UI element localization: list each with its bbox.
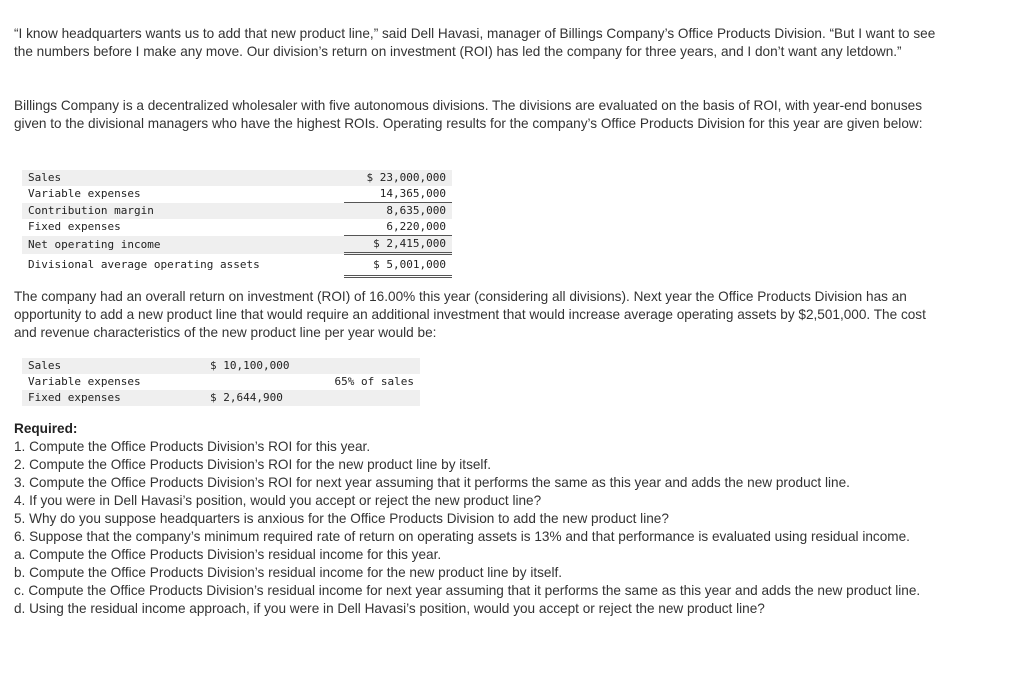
table-row <box>22 390 420 406</box>
opportunity-paragraph: The company had an overall return on investment (ROI) of 16.00% this year (considering all divisions). Next year the Office Products Division has an opportunity to add a new product line that would require an additional investment that would increase average operating assets by $2,501,000. The cost and revenue characteristics of the new product line per year would be: <box>14 289 926 340</box>
table-row <box>22 186 452 203</box>
row-value: 8,635,000 <box>344 203 452 220</box>
required-item: 3. Compute the Office Products Division’s ROI for next year assuming that it performs the same as this year and adds the new product line. <box>14 475 850 490</box>
row-label: Sales <box>22 358 204 374</box>
row-label: Fixed expenses <box>22 390 204 406</box>
row-label: Variable expenses <box>28 375 141 388</box>
row-label: Divisional average operating assets <box>28 258 260 271</box>
background-paragraph: Billings Company is a decentralized wholesaler with five autonomous divisions. The divisions are evaluated on the basis of ROI, with year-end bonuses given to the divisional managers who have the highest ROIs. Operating results for the company’s Office Products Division for this year are given below: <box>14 98 923 131</box>
table-row <box>22 236 452 254</box>
row-label: Contribution margin <box>22 203 344 220</box>
table-row <box>22 219 452 236</box>
operating-results-table <box>22 170 452 278</box>
table-row <box>22 254 452 277</box>
required-item: 4. If you were in Dell Havasi’s position, would you accept or reject the new product line? <box>14 493 542 508</box>
required-item: d. Using the residual income approach, if you were in Dell Havasi’s position, would you accept or reject the new product line? <box>14 601 765 616</box>
row-note <box>308 358 420 374</box>
required-item: a. Compute the Office Products Division’s residual income for this year. <box>14 547 442 562</box>
required-item: b. Compute the Office Products Division’s residual income for the new product line by itself. <box>14 565 563 580</box>
required-section <box>14 420 944 618</box>
intro-paragraph: “I know headquarters wants us to add that new product line,” said Dell Havasi, manager of Billings Company’s Office Products Division. “But I want to see the numbers before I make any move. Our division’s return on investment (ROI) has led the company for three years, and I don’t want any letdown.” <box>14 26 936 59</box>
required-item: 2. Compute the Office Products Division’s ROI for the new product line by itself. <box>14 457 492 472</box>
required-item: 1. Compute the Office Products Division’s ROI for this year. <box>14 439 371 454</box>
row-value: $ 5,001,000 <box>344 254 452 277</box>
row-label: Sales <box>22 170 344 186</box>
new-product-line-table <box>22 358 420 406</box>
table-row <box>22 203 452 220</box>
row-value: 14,365,000 <box>344 186 452 203</box>
row-label: Fixed expenses <box>28 220 121 234</box>
row-value: $ 2,644,900 <box>204 390 308 406</box>
row-value: $ 10,100,000 <box>204 358 308 374</box>
row-note: 65% of sales <box>334 375 414 388</box>
table-row <box>22 358 420 374</box>
table-row <box>22 170 452 186</box>
required-item: 5. Why do you suppose headquarters is anxious for the Office Products Division to add the new product line? <box>14 511 669 526</box>
required-item: c. Compute the Office Products Division’s residual income for next year assuming that it performs the same as this year and adds the new product line. <box>14 583 921 598</box>
row-label: Net operating income <box>22 236 344 254</box>
row-value: $ 23,000,000 <box>344 170 452 186</box>
row-value <box>204 374 308 390</box>
row-value: $ 2,415,000 <box>344 236 452 254</box>
table-row <box>22 374 420 390</box>
row-value: 6,220,000 <box>344 219 452 236</box>
row-note <box>308 390 420 406</box>
row-label: Variable expenses <box>28 187 141 201</box>
required-title: Required: <box>14 421 78 436</box>
required-item: 6. Suppose that the company’s minimum required rate of return on operating assets is 13% and that performance is evaluated using residual income. <box>14 529 910 544</box>
